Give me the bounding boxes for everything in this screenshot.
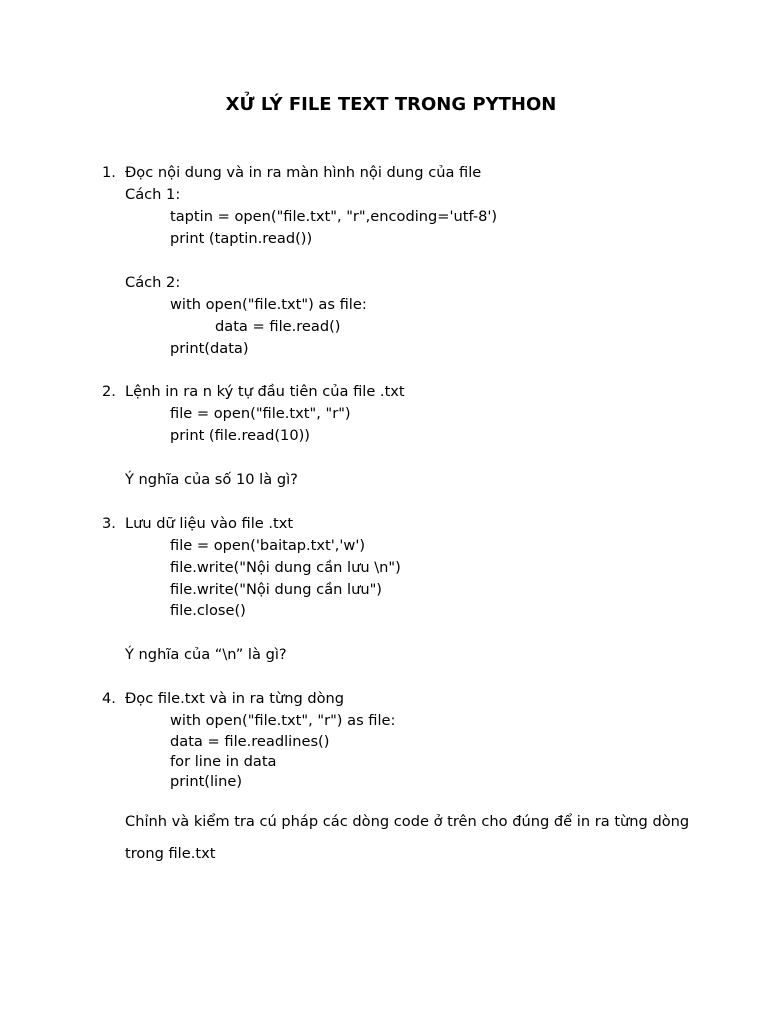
item-3-question: Ý nghĩa của “\n” là gì? xyxy=(125,646,287,663)
item-4-code-line: for line in data xyxy=(170,753,277,770)
item-2-code-line: file = open("file.txt", "r") xyxy=(170,405,351,422)
item-2-code-line: print (file.read(10)) xyxy=(170,427,311,444)
item-3-code-line: file.write("Nội dung cần lưu") xyxy=(170,581,382,598)
item-4-instruction: Chỉnh và kiểm tra cú pháp các dòng code ở trên cho đúng để in ra từng dòng trong file.txt xyxy=(125,813,690,862)
item-1-number: 1. xyxy=(102,164,116,181)
item-1-method-2-code-line: with open("file.txt") as file: xyxy=(170,296,367,313)
item-1-heading: Đọc nội dung và in ra màn hình nội dung của file xyxy=(125,164,482,181)
item-2-heading: Lệnh in ra n ký tự đầu tiên của file .txt xyxy=(125,383,405,400)
item-4-number: 4. xyxy=(102,690,116,707)
item-4-code-line: print(line) xyxy=(170,773,243,790)
document-title: XỬ LÝ FILE TEXT TRONG PYTHON xyxy=(225,94,557,115)
item-2-question: Ý nghĩa của số 10 là gì? xyxy=(125,471,298,488)
item-1-method-2-code-line: print(data) xyxy=(170,340,249,357)
item-1-method-2-code-line: data = file.read() xyxy=(215,318,341,335)
item-1-method-1-label: Cách 1: xyxy=(125,186,181,203)
item-4-heading: Đọc file.txt và in ra từng dòng xyxy=(125,690,345,707)
item-1-method-2-label: Cách 2: xyxy=(125,274,181,291)
item-4-code-line: data = file.readlines() xyxy=(170,733,330,750)
item-3-number: 3. xyxy=(102,515,116,532)
item-3-code-line: file.close() xyxy=(170,602,246,619)
item-3-code-line: file.write("Nội dung cần lưu \n") xyxy=(170,559,401,576)
item-1-method-1-code-line: taptin = open("file.txt", "r",encoding='utf-8') xyxy=(170,208,498,225)
item-1-method-1-code-line: print (taptin.read()) xyxy=(170,230,313,247)
item-3-code-line: file = open('baitap.txt','w') xyxy=(170,537,366,554)
item-4-code-line: with open("file.txt", "r") as file: xyxy=(170,712,396,729)
item-3-heading: Lưu dữ liệu vào file .txt xyxy=(125,515,294,532)
item-2-number: 2. xyxy=(102,383,116,400)
